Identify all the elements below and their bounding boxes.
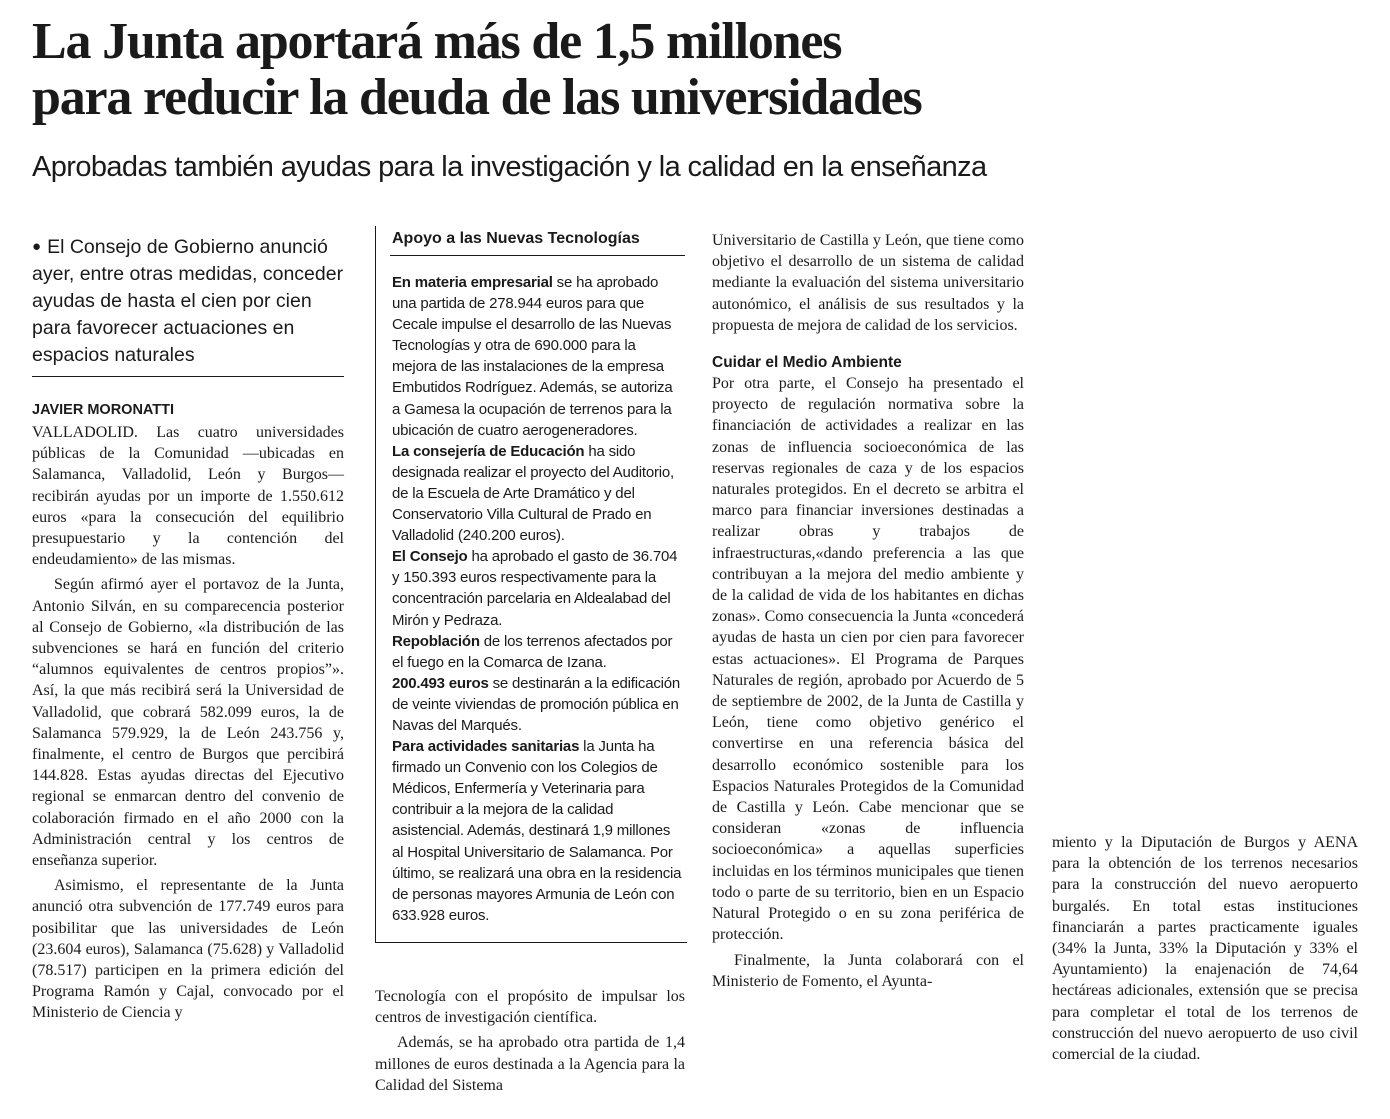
- sidebar-item-keyword: La consejería de Educación: [392, 442, 585, 460]
- sidebar-item-text: la Junta ha firmado un Convenio con los Colegios de Médicos, Enfermería y Veterinaria para contribuir a la mejora de la calidad asistencial. Además, destinará 1,9 millones al Hospital Universitario de Salamanca. Por último, se realizará una obra en la residencia de personas mayores Armunia de León con 633.928 euros.: [392, 738, 682, 924]
- sidebar-item-text: ha aprobado el gasto de 36.704 y 150.393 euros respectivamente para la concentración parcelaria en Aldealabad del Mirón y Pedraza.: [392, 548, 678, 629]
- sidebar-item: [392, 631, 684, 673]
- sidebar-item-keyword: En materia empresarial: [392, 274, 553, 291]
- headline-line-2: para reducir la deuda de las universidades: [32, 69, 922, 126]
- article-paragraph: Universitario de Castilla y León, que tiene como objetivo el desarrollo de un sistema de calidad mediante la evaluación del sistema universitario autonómico, el análisis de sus resultados y la propuesta de mejora de calidad de los servicios.: [712, 232, 1024, 334]
- article-paragraph: Por otra parte, el Consejo ha presentado el proyecto de regulación normativa sobre la financiación de actividades a realizar en las zonas de influencia socioeconómica de las reservas regionales de caza y de los espacios naturales protegidos. En el decreto se arbitra el marco para financiar inversiones destinadas a realizar obras y trabajos de infraestructuras,«dando preferencia a las que contribuyan a la mejora del medio ambiente y de la calidad de vida de los habitantes en dichas zonas». Como consecuencia la Junta «concederá ayudas de hasta un cien por cien para favorecer estas actuaciones». El Programa de Parques Naturales de región, aprobado por Acuerdo de 5 de septiembre de 2002, de la Junta de Castilla y León, tiene como objetivo genérico el convertirse en una referencia básica del desarrollo económico sostenible para los Espacios Naturales Protegidos de la Comunidad de Castilla y León. Cabe mencionar que se consideran «zonas de influencia socioeconómica» a aquellas superficies incluidas en los términos municipales que tienen todo o parte de su territorio, bien en un Espacio Natural Protegido o en su zona periférica de protección.: [712, 375, 1024, 944]
- sidebar-item-keyword: Para actividades sanitarias: [392, 738, 580, 756]
- bullet-icon: ●: [32, 238, 42, 255]
- article-column-3: [712, 230, 1024, 992]
- dateline: VALLADOLID.: [32, 424, 138, 441]
- sidebar-box: [392, 272, 684, 926]
- article-paragraph: Finalmente, la Junta colaborará con el Ministerio de Fomento, el Ayunta-: [712, 951, 1024, 990]
- paragraph-text: Las cuatro universidades públicas de la Comunidad —ubicadas en Salamanca, Valladolid, León y Burgos— recibirán ayudas por un importe de 1.550.612 euros «para la consecución del equilibrio presupuestario y la contención del endeudamiento» de las mismas.: [32, 424, 344, 569]
- article-paragraph: [32, 422, 344, 570]
- section-heading: Cuidar el Medio Ambiente: [712, 354, 902, 372]
- sidebar-border-left: [375, 226, 376, 942]
- article-column-1: [32, 422, 344, 1024]
- lead-summary: [32, 233, 344, 369]
- sidebar-item: [392, 272, 684, 441]
- article-paragraph: Asimismo, el representante de la Junta anunció otra subvención de 177.749 euros para posibilitar que las universidades de León (23.604 euros), Salamanca (75.628) y Valladolid (78.517) participen en la primera edición del Programa Ramón y Cajal, convocado por el Ministerio de Ciencia y: [32, 877, 344, 1022]
- sidebar-item: [392, 736, 684, 926]
- article-paragraph: Además, se ha aprobado otra partida de 1,4 millones de euros destinada a la Agencia para la Calidad del Sistema: [375, 1034, 685, 1094]
- article-paragraph: miento y la Diputación de Burgos y AENA para la obtención de los terrenos necesarios para la construcción del nuevo aeropuerto burgalés. En total estas instituciones financiarán a partes practicamente iguales (34% la Junta, 33% la Diputación y 33% el Ayuntamiento) la enajenación de 74,64 hectáreas adicionales, extensión que se precisa para completar el total de los terrenos de construcción del nuevo aeropuerto de uso civil comercial de la ciudad.: [1052, 834, 1358, 1064]
- sidebar-item-keyword: El Consejo: [392, 548, 468, 566]
- sidebar-item: [392, 441, 684, 546]
- article-paragraph: Tecnología con el propósito de impulsar los centros de investigación científica.: [375, 988, 685, 1027]
- sidebar-bottom-rule: [375, 942, 687, 943]
- headline: [32, 14, 1232, 126]
- subheadline: Aprobadas también ayudas para la investigación y la calidad en la enseñanza: [32, 151, 987, 183]
- headline-line-1: La Junta aportará más de 1,5 millones: [32, 13, 842, 70]
- sidebar-item-keyword: Repoblación: [392, 632, 480, 650]
- lead-divider: [32, 376, 344, 377]
- article-column-4: [1052, 832, 1358, 1065]
- sidebar-title: Apoyo a las Nuevas Tecnologías: [392, 230, 640, 247]
- sidebar-item-text: se ha aprobado una partida de 278.944 euros para que Cecale impulse el desarrollo de las Nuevas Tecnologías y otra de 690.000 para la mejora de las instalaciones de la empresa Embutidos Rodríguez. Además, se autoriza a Gamesa la ocupación de terrenos para la ubicación de cuatro aerogeneradores.: [392, 274, 673, 439]
- sidebar-title-rule: [390, 255, 685, 256]
- lead-text: El Consejo de Gobierno anunció ayer, entre otras medidas, conceder ayudas de hasta el cien por cien para favorecer actuaciones en espacios naturales: [32, 236, 344, 366]
- sidebar-item-text: se destinarán a la edificación de veinte viviendas de promoción pública en Navas del Marqués.: [392, 674, 681, 734]
- article-paragraph: Según afirmó ayer el portavoz de la Junta, Antonio Silván, en su comparecencia posterior al Consejo de Gobierno, «la distribución de las subvenciones se hará en función del criterio “alumnos equivalentes de centros propios”». Así, la que más recibirá será la Universidad de Valladolid, que cobrará 582.099 euros, la de Salamanca 579.929, la de León 243.756 y, finalmente, el centro de Burgos que percibirá 144.828. Estas ayudas directas del Ejecutivo regional se enmarcan dentro del convenio de colaboración firmado en el año 2000 con la Administración central y los centros de enseñanza superior.: [32, 576, 344, 870]
- sidebar-item-keyword: 200.493 euros: [392, 674, 489, 692]
- sidebar-item-text: ha sido designada realizar el proyecto del Auditorio, de la Escuela de Arte Dramático y del Conservatorio Villa Cultural de Prado en Valladolid (240.200 euros).: [392, 442, 675, 545]
- byline: JAVIER MORONATTI: [32, 402, 175, 418]
- sidebar-item: [392, 546, 684, 630]
- sidebar-item: [392, 673, 684, 736]
- sidebar-item-text: de los terrenos afectados por el fuego en la Comarca de Izana.: [392, 632, 673, 671]
- article-column-2: [375, 986, 685, 1096]
